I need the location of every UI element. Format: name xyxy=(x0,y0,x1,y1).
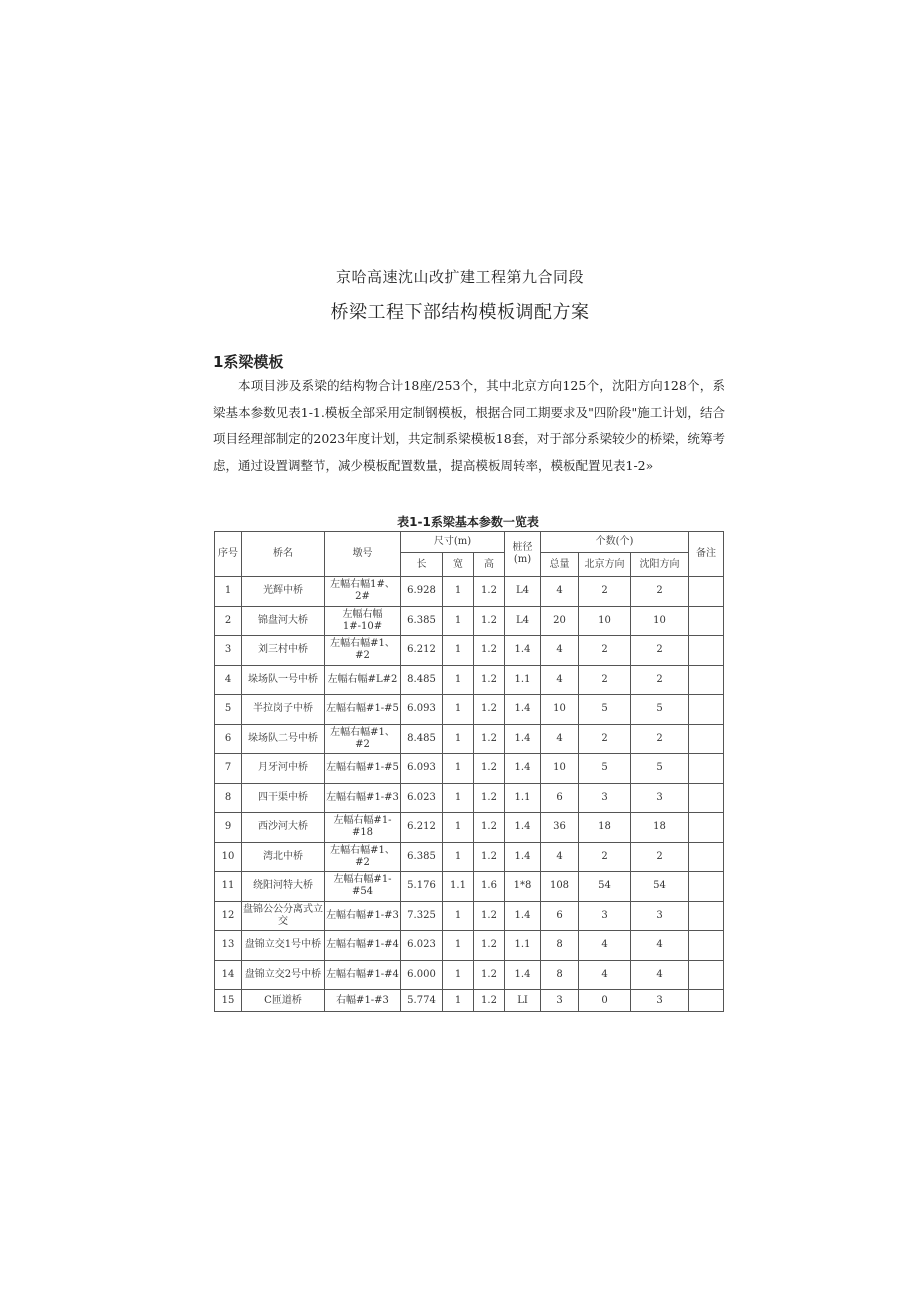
cell-remark xyxy=(689,724,724,754)
cell-pile: 1*8 xyxy=(505,872,541,902)
cell-remark xyxy=(689,577,724,607)
table-row xyxy=(215,813,724,843)
cell-length: 6.385 xyxy=(401,606,443,636)
table-row xyxy=(215,724,724,754)
cell-pile: 1.4 xyxy=(505,813,541,843)
cell-seq: 11 xyxy=(215,872,242,902)
cell-width: 1 xyxy=(443,695,474,725)
cell-width: 1 xyxy=(443,665,474,695)
cell-total: 4 xyxy=(541,724,579,754)
cell-shenyang: 3 xyxy=(631,783,689,813)
cell-total: 4 xyxy=(541,665,579,695)
header-height: 高 xyxy=(474,553,505,577)
cell-bridge: 盘锦立交1号中桥 xyxy=(242,931,325,961)
cell-pier: 左幅右幅#L#2 xyxy=(325,665,401,695)
cell-total: 108 xyxy=(541,872,579,902)
table-row xyxy=(215,990,724,1012)
cell-bridge: 光辉中桥 xyxy=(242,577,325,607)
cell-beijing: 5 xyxy=(579,695,631,725)
document-title: 桥梁工程下部结构模板调配方案 xyxy=(330,302,590,323)
table-caption: 表1-1系梁基本参数一览表 xyxy=(397,515,539,529)
cell-length: 6.093 xyxy=(401,695,443,725)
cell-shenyang: 4 xyxy=(631,931,689,961)
cell-shenyang: 3 xyxy=(631,990,689,1012)
cell-total: 4 xyxy=(541,577,579,607)
cell-seq: 4 xyxy=(215,665,242,695)
cell-remark xyxy=(689,754,724,784)
cell-pile: 1.4 xyxy=(505,960,541,990)
table-row xyxy=(215,842,724,872)
cell-shenyang: 10 xyxy=(631,606,689,636)
cell-beijing: 4 xyxy=(579,931,631,961)
cell-shenyang: 5 xyxy=(631,754,689,784)
cell-bridge: 盘锦立交2号中桥 xyxy=(242,960,325,990)
cell-bridge: 垛场队一号中桥 xyxy=(242,665,325,695)
header-beijing: 北京方向 xyxy=(579,553,631,577)
cell-seq: 5 xyxy=(215,695,242,725)
cell-total: 20 xyxy=(541,606,579,636)
cell-pier: 左幅右幅1#-10# xyxy=(325,606,401,636)
table-row xyxy=(215,754,724,784)
cell-seq: 8 xyxy=(215,783,242,813)
cell-total: 8 xyxy=(541,960,579,990)
cell-bridge: C匝道桥 xyxy=(242,990,325,1012)
cell-length: 7.325 xyxy=(401,901,443,931)
cell-pile: 1.1 xyxy=(505,931,541,961)
cell-height: 1.2 xyxy=(474,960,505,990)
cell-total: 8 xyxy=(541,931,579,961)
cell-pile: 1.4 xyxy=(505,901,541,931)
table-body xyxy=(215,577,724,1012)
header-pier: 墩号 xyxy=(325,532,401,577)
cell-height: 1.2 xyxy=(474,636,505,666)
cell-pier: 左幅右幅#1、#2 xyxy=(325,636,401,666)
cell-remark xyxy=(689,783,724,813)
cell-remark xyxy=(689,665,724,695)
cell-width: 1 xyxy=(443,813,474,843)
cell-height: 1.2 xyxy=(474,842,505,872)
cell-height: 1.2 xyxy=(474,606,505,636)
cell-shenyang: 54 xyxy=(631,872,689,902)
header-remark: 备注 xyxy=(689,532,724,577)
header-seq: 序号 xyxy=(215,532,242,577)
cell-pier: 左幅右幅#1-#5 xyxy=(325,754,401,784)
header-size: 尺寸(m) xyxy=(401,532,505,553)
cell-total: 36 xyxy=(541,813,579,843)
cell-shenyang: 5 xyxy=(631,695,689,725)
cell-length: 6.023 xyxy=(401,783,443,813)
cell-pile: 1.4 xyxy=(505,754,541,784)
cell-width: 1 xyxy=(443,754,474,784)
cell-height: 1.2 xyxy=(474,665,505,695)
cell-pier: 左幅右幅#1、#2 xyxy=(325,842,401,872)
table-row xyxy=(215,577,724,607)
cell-seq: 1 xyxy=(215,577,242,607)
cell-total: 10 xyxy=(541,754,579,784)
cell-pile: 1.4 xyxy=(505,724,541,754)
cell-beijing: 2 xyxy=(579,724,631,754)
cell-height: 1.2 xyxy=(474,931,505,961)
cell-remark xyxy=(689,695,724,725)
cell-remark xyxy=(689,872,724,902)
cell-remark xyxy=(689,901,724,931)
cell-remark xyxy=(689,813,724,843)
cell-seq: 6 xyxy=(215,724,242,754)
cell-width: 1.1 xyxy=(443,872,474,902)
cell-beijing: 2 xyxy=(579,636,631,666)
cell-height: 1.2 xyxy=(474,901,505,931)
cell-length: 5.176 xyxy=(401,872,443,902)
cell-beijing: 3 xyxy=(579,901,631,931)
cell-height: 1.2 xyxy=(474,724,505,754)
cell-pier: 左幅右幅#1-#18 xyxy=(325,813,401,843)
cell-bridge: 盘锦公公分离式立交 xyxy=(242,901,325,931)
cell-width: 1 xyxy=(443,931,474,961)
cell-width: 1 xyxy=(443,636,474,666)
cell-beijing: 2 xyxy=(579,577,631,607)
cell-pile: 1.4 xyxy=(505,636,541,666)
cell-length: 6.385 xyxy=(401,842,443,872)
cell-height: 1.2 xyxy=(474,990,505,1012)
cell-seq: 15 xyxy=(215,990,242,1012)
cell-shenyang: 2 xyxy=(631,636,689,666)
cell-bridge: 绕阳河特大桥 xyxy=(242,872,325,902)
cell-width: 1 xyxy=(443,960,474,990)
header-length: 长 xyxy=(401,553,443,577)
cell-shenyang: 2 xyxy=(631,842,689,872)
project-name: 京哈高速沈山改扩建工程第九合同段 xyxy=(335,268,584,286)
cell-bridge: 刘三村中桥 xyxy=(242,636,325,666)
cell-total: 6 xyxy=(541,783,579,813)
cell-bridge: 垛场队二号中桥 xyxy=(242,724,325,754)
cell-length: 8.485 xyxy=(401,724,443,754)
cell-pier: 左幅右幅#1-#4 xyxy=(325,960,401,990)
cell-height: 1.2 xyxy=(474,695,505,725)
cell-beijing: 18 xyxy=(579,813,631,843)
cell-height: 1.2 xyxy=(474,577,505,607)
cell-seq: 7 xyxy=(215,754,242,784)
cell-beijing: 5 xyxy=(579,754,631,784)
cell-total: 3 xyxy=(541,990,579,1012)
cell-bridge: 锦盘河大桥 xyxy=(242,606,325,636)
cell-pile: 1.4 xyxy=(505,695,541,725)
section-paragraph: 本项目涉及系梁的结构物合计18座/253个，其中北京方向125个，沈阳方向128个，系梁基本参数见表1-1.模板全部采用定制钢模板，根据合同工期要求及"四阶段"施工计划，结合项目经理部制定的2023年度计划，共定制系梁模板18套，对于部分系梁较少的桥梁，统筹考虑，通过设置调整节，减少模板配置数量，提高模板周转率，模板配置见表1-2» xyxy=(213,378,725,473)
cell-beijing: 2 xyxy=(579,842,631,872)
cell-seq: 9 xyxy=(215,813,242,843)
cell-shenyang: 4 xyxy=(631,960,689,990)
cell-width: 1 xyxy=(443,990,474,1012)
header-total: 总量 xyxy=(541,553,579,577)
table-row xyxy=(215,960,724,990)
header-bridge: 桥名 xyxy=(242,532,325,577)
cell-length: 6.928 xyxy=(401,577,443,607)
cell-height: 1.2 xyxy=(474,783,505,813)
cell-width: 1 xyxy=(443,901,474,931)
cell-shenyang: 2 xyxy=(631,665,689,695)
cell-shenyang: 2 xyxy=(631,577,689,607)
table-row xyxy=(215,636,724,666)
cell-remark xyxy=(689,842,724,872)
cell-pier: 左幅右幅#1、#2 xyxy=(325,724,401,754)
cell-height: 1.2 xyxy=(474,754,505,784)
cell-seq: 14 xyxy=(215,960,242,990)
cell-shenyang: 18 xyxy=(631,813,689,843)
cell-length: 6.000 xyxy=(401,960,443,990)
cell-remark xyxy=(689,636,724,666)
cell-pier: 左幅右幅#1-#4 xyxy=(325,931,401,961)
cell-height: 1.2 xyxy=(474,813,505,843)
table-row xyxy=(215,695,724,725)
cell-shenyang: 3 xyxy=(631,901,689,931)
cell-remark xyxy=(689,606,724,636)
table-row xyxy=(215,665,724,695)
cell-pile: L4 xyxy=(505,577,541,607)
cell-bridge: 月牙河中桥 xyxy=(242,754,325,784)
cell-pier: 左幅右幅1#、2# xyxy=(325,577,401,607)
cell-beijing: 0 xyxy=(579,990,631,1012)
header-count: 个数(个) xyxy=(541,532,689,553)
cell-pile: 1.1 xyxy=(505,783,541,813)
table-row xyxy=(215,872,724,902)
cell-pier: 左幅右幅#1-#3 xyxy=(325,783,401,813)
cell-total: 6 xyxy=(541,901,579,931)
cell-pile: L4 xyxy=(505,606,541,636)
header-width: 宽 xyxy=(443,553,474,577)
cell-pile: LI xyxy=(505,990,541,1012)
table-row xyxy=(215,606,724,636)
beam-parameter-table xyxy=(214,531,724,1012)
cell-remark xyxy=(689,931,724,961)
cell-pier: 左幅右幅#1-#5 xyxy=(325,695,401,725)
cell-bridge: 西沙河大桥 xyxy=(242,813,325,843)
cell-pier: 左幅右幅#1-#3 xyxy=(325,901,401,931)
cell-seq: 12 xyxy=(215,901,242,931)
section-title: 1系梁模板 xyxy=(213,353,284,371)
cell-pile: 1.1 xyxy=(505,665,541,695)
table-row xyxy=(215,931,724,961)
cell-length: 5.774 xyxy=(401,990,443,1012)
cell-length: 6.093 xyxy=(401,754,443,784)
cell-remark xyxy=(689,990,724,1012)
cell-width: 1 xyxy=(443,783,474,813)
cell-beijing: 4 xyxy=(579,960,631,990)
cell-length: 8.485 xyxy=(401,665,443,695)
header-shenyang: 沈阳方向 xyxy=(631,553,689,577)
cell-seq: 3 xyxy=(215,636,242,666)
cell-beijing: 3 xyxy=(579,783,631,813)
cell-bridge: 湾北中桥 xyxy=(242,842,325,872)
cell-seq: 2 xyxy=(215,606,242,636)
cell-width: 1 xyxy=(443,842,474,872)
header-pile: 桩径(m) xyxy=(505,532,541,577)
table-row xyxy=(215,901,724,931)
cell-beijing: 10 xyxy=(579,606,631,636)
cell-width: 1 xyxy=(443,577,474,607)
cell-seq: 13 xyxy=(215,931,242,961)
cell-beijing: 2 xyxy=(579,665,631,695)
cell-length: 6.212 xyxy=(401,636,443,666)
cell-seq: 10 xyxy=(215,842,242,872)
cell-length: 6.212 xyxy=(401,813,443,843)
cell-width: 1 xyxy=(443,606,474,636)
cell-pier: 左幅右幅#1-#54 xyxy=(325,872,401,902)
cell-height: 1.6 xyxy=(474,872,505,902)
cell-total: 4 xyxy=(541,636,579,666)
cell-beijing: 54 xyxy=(579,872,631,902)
cell-shenyang: 2 xyxy=(631,724,689,754)
cell-remark xyxy=(689,960,724,990)
table-row xyxy=(215,783,724,813)
cell-pile: 1.4 xyxy=(505,842,541,872)
cell-bridge: 半拉岗子中桥 xyxy=(242,695,325,725)
cell-total: 10 xyxy=(541,695,579,725)
cell-total: 4 xyxy=(541,842,579,872)
cell-bridge: 四干渠中桥 xyxy=(242,783,325,813)
cell-pier: 右幅#1-#3 xyxy=(325,990,401,1012)
cell-length: 6.023 xyxy=(401,931,443,961)
cell-width: 1 xyxy=(443,724,474,754)
